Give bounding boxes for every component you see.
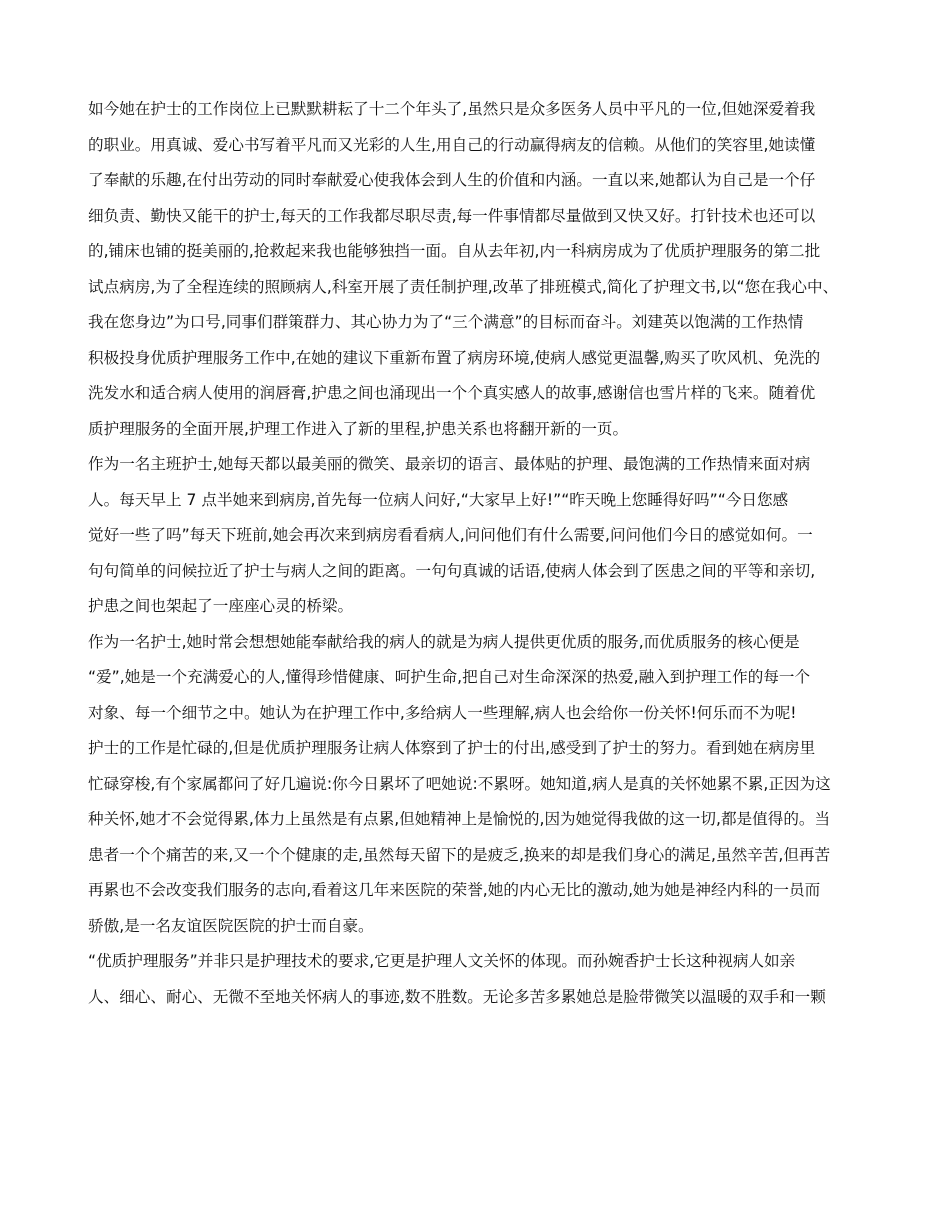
text-line: 洗发水和适合病人使用的润唇膏,护患之间也涌现出一个个真实感人的故事,感谢信也雪片样的飞来。随着优 bbox=[88, 384, 816, 402]
text-line: 质护理服务的全面开展,护理工作进入了新的里程,护患关系也将翻开新的一页。 bbox=[88, 419, 629, 438]
text-line: 觉好一些了吗”每天下班前,她会再次来到病房看看病人,问问他们有什么需要,问问他们今日的感觉如何。一 bbox=[88, 526, 813, 544]
text-line: 的职业。用真诚、爱心书写着平凡而又光彩的人生,用自己的行动赢得病友的信赖。从他们的笑容里,她读懂 bbox=[88, 135, 816, 154]
text-line: 我在您身边”为口号,同事们群策群力、其心协力为了“三个满意”的目标而奋斗。刘建英以饱满的工作热情 bbox=[88, 313, 804, 331]
text-line: 对象、每一个细节之中。她认为在护理工作中,多给病人一些理解,病人也会给你一份关怀!何乐而不为呢! bbox=[88, 703, 797, 722]
text-line: 种关怀,她才不会觉得累,体力上虽然是有点累,但她精神上是愉悦的,因为她觉得我做的这一切,都是值得的。当 bbox=[88, 810, 831, 828]
text-line: 作为一名主班护士,她每天都以最美丽的微笑、最亲切的语言、最体贴的护理、最饱满的工作热情来面对病 bbox=[88, 455, 811, 473]
text-line: “优质护理服务”并非只是护理技术的要求,它更是护理人文关怀的体现。而孙婉香护士长这种视病人如亲 bbox=[88, 952, 796, 970]
text-line: 的,铺床也铺的挺美丽的,抢救起来我也能够独挡一面。自从去年初,内一科病房成为了优质护理服务的第二批 bbox=[88, 242, 821, 260]
text-line: 如今她在护士的工作岗位上已默默耕耘了十二个年头了,虽然只是众多医务人员中平凡的一位,但她深爱着我 bbox=[88, 100, 816, 118]
text-line: 护患之间也架起了一座座心灵的桥梁。 bbox=[88, 597, 354, 615]
text-line: 人。每天早上 7 点半她来到病房,首先每一位病人问好,“大家早上好!”“昨天晚上您睡得好吗”“今日您感 bbox=[88, 490, 789, 509]
document-body bbox=[88, 92, 888, 1015]
text-line: 护士的工作是忙碌的,但是优质护理服务让病人体察到了护士的付出,感受到了护士的努力。看到她在病房里 bbox=[88, 739, 816, 757]
text-line: 骄傲,是一名友谊医院医院的护士而自豪。 bbox=[88, 916, 374, 935]
text-line: 了奉献的乐趣,在付出劳动的同时奉献爱心使我体会到人生的价值和内涵。一直以来,她都认为自己是一个仔 bbox=[88, 171, 816, 189]
text-line: 作为一名护士,她时常会想想她能奉献给我的病人的就是为病人提供更优质的服务,而优质服务的核心便是 bbox=[88, 632, 800, 651]
text-line: 再累也不会改变我们服务的志向,看着这几年来医院的荣誉,她的内心无比的激动,她为她是神经内科的一员而 bbox=[88, 881, 821, 899]
text-line: 人、细心、耐心、无微不至地关怀病人的事迹,数不胜数。无论多苦多累她总是脸带微笑以温暖的双手和一颗 bbox=[88, 987, 826, 1006]
text-line: 积极投身优质护理服务工作中,在她的建议下重新布置了病房环境,使病人感觉更温馨,购买了吹风机、免洗的 bbox=[88, 348, 821, 367]
text-line: 患者一个个痛苦的来,又一个个健康的走,虽然每天留下的是疲乏,换来的却是我们身心的满足,虽然辛苦,但再苦 bbox=[88, 845, 831, 864]
text-line: 忙碌穿梭,有个家属都问了好几遍说:你今日累坏了吧她说:不累呀。她知道,病人是真的关怀她累不累,正因为这 bbox=[88, 774, 831, 793]
text-line: “爱”,她是一个充满爱心的人,懂得珍惜健康、呵护生命,把自己对生命深深的热爱,融入到护理工作的每一个 bbox=[88, 668, 811, 686]
text-line: 句句简单的问候拉近了护士与病人之间的距离。一句句真诚的话语,使病人体会到了医患之间的平等和亲切, bbox=[88, 561, 816, 580]
text-line: 试点病房,为了全程连续的照顾病人,科室开展了责任制护理,改革了排班模式,简化了护理文书,以“您在我心中、 bbox=[88, 277, 839, 296]
text-line: 细负责、勤快又能干的护士,每天的工作我都尽职尽责,每一件事情都尽量做到又快又好。打针技术也还可以 bbox=[88, 206, 816, 225]
